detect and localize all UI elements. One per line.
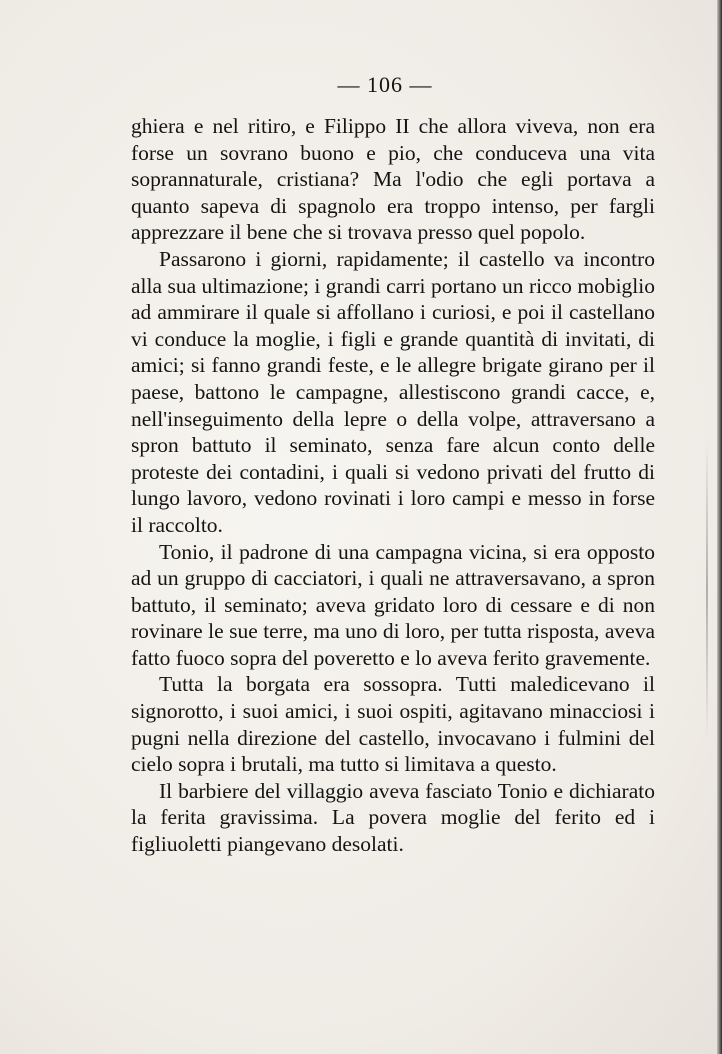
page-edge — [717, 0, 722, 1054]
page-shadow-mark — [706, 440, 708, 740]
paragraph: Tutta la borgata era sossopra. Tutti maledicevano il signorotto, i suoi amici, i suoi ospiti, agitavano minacciosi i pugni nella direzione del castello, invocavano i fulmini del cielo sopra i brutali, ma tutto si limitava a questo. — [131, 672, 655, 777]
body-text — [131, 113, 655, 858]
paragraph: Il barbiere del villaggio aveva fasciato Tonio e dichiarato la ferita gravissima. La povera moglie del ferito ed i figliuoletti piangevano desolati. — [131, 778, 655, 857]
paragraph: ghiera e nel ritiro, e Filippo II che allora viveva, non era forse un sovrano buono e pio, che conduceva una vita soprannaturale, cristiana? Ma l'odio che egli portava a quanto sapeva di spagnolo era troppo intenso, per fargli apprezzare il bene che si trovava presso quel popolo. — [131, 114, 655, 245]
paragraph: Passarono i giorni, rapidamente; il castello va incontro alla sua ultimazione; i grandi carri portano un ricco mobiglio ad ammirare il quale si affollano i curiosi, e poi il castellano vi conduce la moglie, i figli e grande quantità di invitati, di amici; si fanno grandi feste, e le allegre brigate girano per il paese, battono le campagne, allestiscono grandi cacce, e, nell'inseguimento della lepre o della volpe, attraversano a spron battuto il seminato, senza fare alcun conto delle proteste dei contadini, i quali si vedono privati del frutto di lungo lavoro, vedono rovinati i loro campi e messo in forse il raccolto. — [131, 246, 655, 537]
page-number: — 106 — — [337, 72, 433, 97]
paragraph: Tonio, il padrone di una campagna vicina, si era opposto ad un gruppo di cacciatori, i quali ne attraversavano, a spron battuto, il seminato; aveva gridato loro di cessare e di non rovinare le sue terre, ma uno di loro, per tutta risposta, aveva fatto fuoco sopra del poveretto e lo aveva ferito gravemente. — [131, 539, 655, 670]
